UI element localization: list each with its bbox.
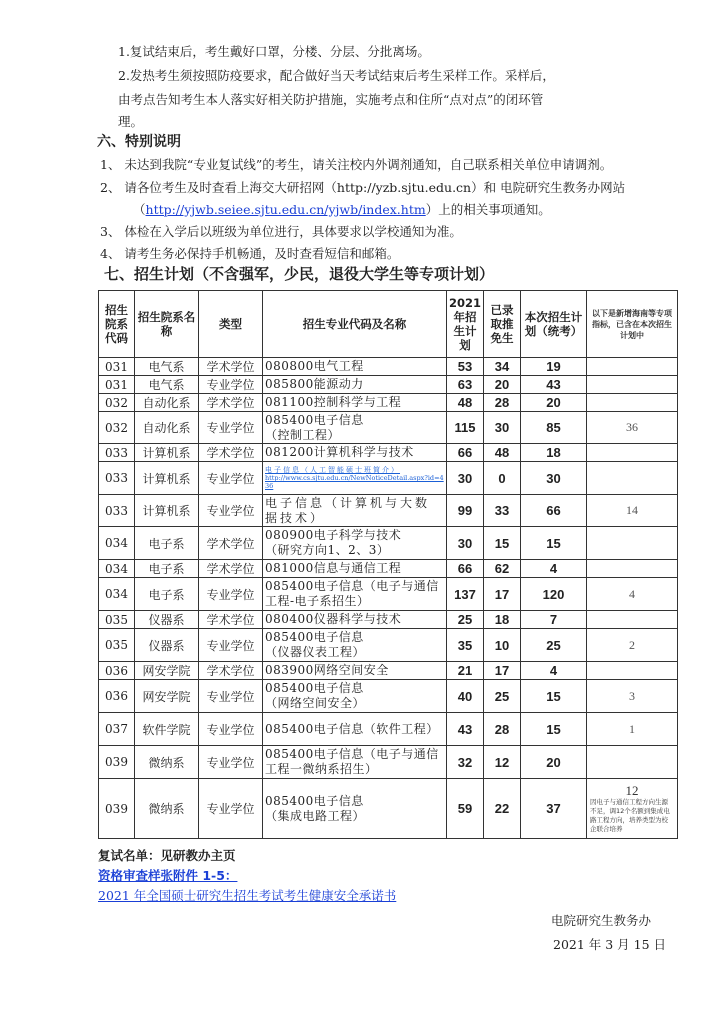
cell-note: 2 — [587, 629, 678, 662]
table-row — [99, 412, 678, 444]
cell-plan: 35 — [447, 629, 484, 662]
cell-dept: 电气系 — [135, 358, 199, 376]
cell-major: 081100控制科学与工程 — [263, 394, 447, 412]
cell-type: 专业学位 — [199, 680, 263, 713]
cell-type: 学术学位 — [199, 560, 263, 578]
cell-note: 12 因电子与通信工程方向生源不足，调12个名额到集成电路工程方向，培养类型为校企联合培养 — [587, 779, 678, 839]
cell-code: 036 — [99, 680, 135, 713]
cell-major: 081000信息与通信工程 — [263, 560, 447, 578]
cell-rec: 34 — [484, 358, 521, 376]
special-item-3: 3、 体检在入学后以班级为单位进行，具体要求以学校通知为准。 — [100, 224, 462, 239]
cell-rec: 62 — [484, 560, 521, 578]
cell-plan: 66 — [447, 560, 484, 578]
cell-note — [587, 611, 678, 629]
section-title-plan: 七、招生计划（不含强军，少民，退役大学生等专项计划） — [104, 265, 495, 283]
table-row — [99, 779, 678, 839]
cell-type: 专业学位 — [199, 495, 263, 527]
special-item-2-cont: （http://yjwb.seiee.sjtu.edu.cn/yjwb/index.htm）上的相关事项通知。 — [133, 202, 551, 217]
cell-note: 4 — [587, 578, 678, 611]
note-item-2: 2.发热考生须按照防疫要求，配合做好当天考试结束后考生采样工作。采样后， — [118, 68, 555, 83]
table-header-row — [99, 291, 678, 358]
cell-cur: 85 — [521, 412, 587, 444]
cell-plan: 21 — [447, 662, 484, 680]
table-row — [99, 746, 678, 779]
cell-plan: 99 — [447, 495, 484, 527]
date: 2021 年 3 月 15 日 — [553, 937, 667, 952]
cell-code: 031 — [99, 376, 135, 394]
cell-plan: 115 — [447, 412, 484, 444]
cell-rec: 30 — [484, 412, 521, 444]
cell-rec: 15 — [484, 527, 521, 560]
cell-dept: 网安学院 — [135, 680, 199, 713]
table-row — [99, 394, 678, 412]
cell-cur: 37 — [521, 779, 587, 839]
cell-type: 学术学位 — [199, 358, 263, 376]
note-detail: 因电子与通信工程方向生源不足，调12个名额到集成电路工程方向，培养类型为校企联合培养 — [590, 797, 670, 833]
note-item-1: 1.复试结束后，考生戴好口罩，分楼、分层、分批离场。 — [118, 44, 430, 59]
cell-note — [587, 560, 678, 578]
cell-rec: 28 — [484, 394, 521, 412]
note-item-2-cont2: 理。 — [118, 114, 144, 129]
cell-cur: 15 — [521, 527, 587, 560]
special-item-2: 2、 请各位考生及时查看上海交大研招网（http://yzb.sjtu.edu.cn）和 电院研究生教务办网站 — [100, 180, 626, 195]
ai-master-intro-link[interactable]: 电子信息（人工智能硕士班简介） — [265, 466, 400, 474]
yjwb-link[interactable]: http://yjwb.seiee.sjtu.edu.cn/yjwb/index.htm — [145, 202, 426, 217]
cell-code: 035 — [99, 629, 135, 662]
table-row — [99, 611, 678, 629]
table-row — [99, 560, 678, 578]
cell-rec: 17 — [484, 578, 521, 611]
table-row — [99, 358, 678, 376]
cell-major — [263, 462, 447, 495]
cell-major: 081200计算机科学与技术 — [263, 444, 447, 462]
health-pledge-link[interactable]: 2021 年全国硕士研究生招生考试考生健康安全承诺书 — [98, 888, 397, 903]
cell-type: 学术学位 — [199, 394, 263, 412]
cell-code: 036 — [99, 662, 135, 680]
header-plan2021: 2021年招生计划 — [447, 291, 484, 358]
cell-note: 14 — [587, 495, 678, 527]
cell-type: 学术学位 — [199, 662, 263, 680]
table-row — [99, 629, 678, 662]
cell-cur: 43 — [521, 376, 587, 394]
cell-type: 专业学位 — [199, 376, 263, 394]
cell-dept: 微纳系 — [135, 746, 199, 779]
table-row — [99, 495, 678, 527]
cell-dept: 计算机系 — [135, 444, 199, 462]
table-row — [99, 376, 678, 394]
cell-code: 032 — [99, 412, 135, 444]
cell-cur: 30 — [521, 462, 587, 495]
cell-cur: 19 — [521, 358, 587, 376]
cell-major: 083900网络空间安全 — [263, 662, 447, 680]
cell-dept: 仪器系 — [135, 629, 199, 662]
cell-type: 学术学位 — [199, 611, 263, 629]
cell-note — [587, 662, 678, 680]
cell-rec: 25 — [484, 680, 521, 713]
special-item-1: 1、 未达到我院“专业复试线”的考生，请关注校内外调剂通知，自己联系相关单位申请调剂。 — [100, 157, 613, 172]
cell-major: 080800电气工程 — [263, 358, 447, 376]
cell-cur: 66 — [521, 495, 587, 527]
cell-rec: 48 — [484, 444, 521, 462]
cell-dept: 软件学院 — [135, 713, 199, 746]
cell-plan: 63 — [447, 376, 484, 394]
cell-plan: 40 — [447, 680, 484, 713]
cell-code: 031 — [99, 358, 135, 376]
cell-plan: 59 — [447, 779, 484, 839]
cell-cur: 4 — [521, 662, 587, 680]
cell-plan: 32 — [447, 746, 484, 779]
attachment-link[interactable]: 资格审查样张附件 1-5： — [98, 868, 238, 883]
cell-cur: 7 — [521, 611, 587, 629]
table-row — [99, 444, 678, 462]
cell-cur: 120 — [521, 578, 587, 611]
cell-plan: 137 — [447, 578, 484, 611]
cell-major: 085400电子信息（电子与通信工程-电子系招生） — [263, 578, 447, 611]
cell-type: 专业学位 — [199, 779, 263, 839]
cell-note — [587, 462, 678, 495]
cell-rec: 17 — [484, 662, 521, 680]
cell-cur: 4 — [521, 560, 587, 578]
cell-note — [587, 358, 678, 376]
cell-rec: 22 — [484, 779, 521, 839]
cell-major: 085400电子信息 （网络空间安全） — [263, 680, 447, 713]
cell-major: 085400电子信息 （仪器仪表工程） — [263, 629, 447, 662]
cell-dept: 电气系 — [135, 376, 199, 394]
cell-code: 034 — [99, 578, 135, 611]
cell-major: 085400电子信息 （集成电路工程） — [263, 779, 447, 839]
header-current: 本次招生计划（统考） — [521, 291, 587, 358]
cell-note — [587, 376, 678, 394]
cell-note — [587, 746, 678, 779]
header-type: 类型 — [199, 291, 263, 358]
signature: 电院研究生教务办 — [551, 913, 652, 928]
cell-type: 专业学位 — [199, 629, 263, 662]
cell-code: 033 — [99, 444, 135, 462]
cell-type: 专业学位 — [199, 578, 263, 611]
cell-code: 034 — [99, 560, 135, 578]
table-row — [99, 662, 678, 680]
cell-dept: 计算机系 — [135, 495, 199, 527]
cell-rec: 28 — [484, 713, 521, 746]
table-row — [99, 713, 678, 746]
cell-rec: 0 — [484, 462, 521, 495]
cell-dept: 仪器系 — [135, 611, 199, 629]
cell-major: 085400电子信息（电子与通信工程一微纳系招生） — [263, 746, 447, 779]
cell-major: 080400仪器科学与技术 — [263, 611, 447, 629]
cell-note — [587, 394, 678, 412]
cell-cur: 15 — [521, 680, 587, 713]
table-row — [99, 462, 678, 495]
cell-code: 037 — [99, 713, 135, 746]
cell-dept: 微纳系 — [135, 779, 199, 839]
cell-plan: 43 — [447, 713, 484, 746]
cell-code: 033 — [99, 462, 135, 495]
special-item-4: 4、 请考生务必保持手机畅通，及时查看短信和邮箱。 — [100, 246, 400, 261]
header-dept: 招生院系名称 — [135, 291, 199, 358]
cell-rec: 18 — [484, 611, 521, 629]
cell-major: 080900电子科学与技术 （研究方向1、2、3） — [263, 527, 447, 560]
cell-type: 专业学位 — [199, 746, 263, 779]
cell-plan: 30 — [447, 527, 484, 560]
table-row — [99, 578, 678, 611]
header-hainan: 以下是新增海南等专项指标，已含在本次招生计划中 — [587, 291, 678, 358]
cell-type: 专业学位 — [199, 462, 263, 495]
cell-note — [587, 444, 678, 462]
cell-dept: 计算机系 — [135, 462, 199, 495]
cell-plan: 25 — [447, 611, 484, 629]
cell-major: 085400电子信息 （控制工程） — [263, 412, 447, 444]
cell-cur: 20 — [521, 746, 587, 779]
table-row — [99, 680, 678, 713]
cell-note: 1 — [587, 713, 678, 746]
cell-code: 035 — [99, 611, 135, 629]
cell-major: 085800能源动力 — [263, 376, 447, 394]
cell-rec: 33 — [484, 495, 521, 527]
note-item-2-cont: 由考点告知考生本人落实好相关防护措施，实施考点和住所“点对点”的闭环管 — [118, 92, 544, 107]
cell-code: 039 — [99, 746, 135, 779]
cell-note: 36 — [587, 412, 678, 444]
cell-code: 039 — [99, 779, 135, 839]
cell-dept: 自动化系 — [135, 412, 199, 444]
enrollment-plan-table — [98, 290, 678, 839]
cell-rec: 10 — [484, 629, 521, 662]
header-code: 招生院系代码 — [99, 291, 135, 358]
cell-rec: 12 — [484, 746, 521, 779]
ai-master-url-link[interactable]: http://www.cs.sjtu.edu.cn/NewNoticeDetail.aspx?id=436 — [265, 474, 444, 490]
cell-type: 学术学位 — [199, 527, 263, 560]
cell-plan: 30 — [447, 462, 484, 495]
section-title: 六、特别说明 — [97, 134, 181, 150]
cell-plan: 53 — [447, 358, 484, 376]
cell-type: 专业学位 — [199, 412, 263, 444]
cell-cur: 20 — [521, 394, 587, 412]
header-major: 招生专业代码及名称 — [263, 291, 447, 358]
cell-dept: 电子系 — [135, 560, 199, 578]
cell-major: 085400电子信息（软件工程） — [263, 713, 447, 746]
cell-code: 033 — [99, 495, 135, 527]
cell-dept: 网安学院 — [135, 662, 199, 680]
cell-note: 3 — [587, 680, 678, 713]
cell-note — [587, 527, 678, 560]
retest-list-note: 复试名单：见研教办主页 — [98, 848, 236, 863]
cell-cur: 15 — [521, 713, 587, 746]
cell-type: 学术学位 — [199, 444, 263, 462]
cell-cur: 18 — [521, 444, 587, 462]
table-row — [99, 527, 678, 560]
cell-major: 电子信息（计算机与大数据技术） — [263, 495, 447, 527]
header-recommended: 已录取推免生 — [484, 291, 521, 358]
cell-dept: 自动化系 — [135, 394, 199, 412]
cell-plan: 66 — [447, 444, 484, 462]
cell-cur: 25 — [521, 629, 587, 662]
cell-rec: 20 — [484, 376, 521, 394]
cell-plan: 48 — [447, 394, 484, 412]
cell-dept: 电子系 — [135, 527, 199, 560]
cell-type: 专业学位 — [199, 713, 263, 746]
cell-code: 032 — [99, 394, 135, 412]
cell-code: 034 — [99, 527, 135, 560]
cell-dept: 电子系 — [135, 578, 199, 611]
